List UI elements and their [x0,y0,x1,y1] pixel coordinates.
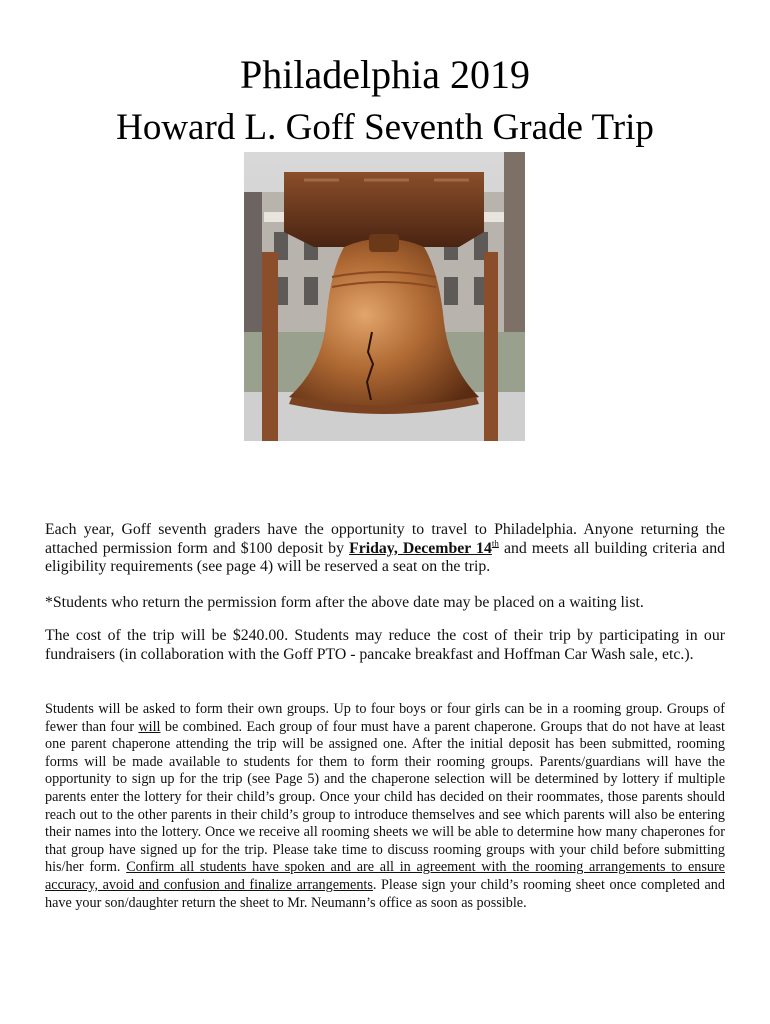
page-title: Philadelphia 2019 [240,52,530,97]
liberty-bell-illustration [244,152,525,441]
cost-paragraph: The cost of the trip will be $240.00. Students may reduce the cost of their trip by participating in our fundraisers (in collaboration with the Goff PTO - pancake breakfast and Hoffman Car Wash sale, etc.). [45,627,725,663]
intro-paragraph: Each year, Goff seventh graders have the opportunity to travel to Philadelphia. Anyone returning the attached permission form and $100 deposit by Friday, December 14th and meets all building criteria and eligibility requirements (see page 4) will be reserved a seat on the trip. [45,521,725,575]
deposit-deadline: Friday, December 14 [349,539,492,557]
rooming-paragraph: Students will be asked to form their own groups. Up to four boys or four girls can be in a rooming group. Groups of fewer than four will be combined. Each group of four must have a parent chaperone. Groups that do not have at least one parent chaperone attending the trip will be assigned one. After the initial deposit has been submitted, rooming forms will be made available to students for them to form their rooming groups. Parents/guardians will have the opportunity to sign up for the trip (see Page 5) and the chaperone selection will be determined by lottery if multiple parents enter the lottery for their child’s group. Once your child has decided on their roommates, those parents should reach out to the other parents in their child’s group to introduce themselves and see which parents will also be entering their names into the lottery. Once we receive all rooming sheets we will be able to determine how many chaperones for that group have signed up for the trip. Please take time to discuss rooming groups with your child before submitting his/her form. Confirm all students have spoken and are all in agreement with the rooming arrangements to ensure accuracy, avoid and confusion and finalize arrangements. Please sign your child’s rooming sheet once completed and have your son/daughter return the sheet to Mr. Neumann’s office as soon as possible. [45,701,725,911]
page-subtitle: Howard L. Goff Seventh Grade Trip [116,107,654,148]
waiting-list-note: *Students who return the permission form after the above date may be placed on a waiting list. [45,594,644,611]
liberty-bell-photo [244,152,525,441]
